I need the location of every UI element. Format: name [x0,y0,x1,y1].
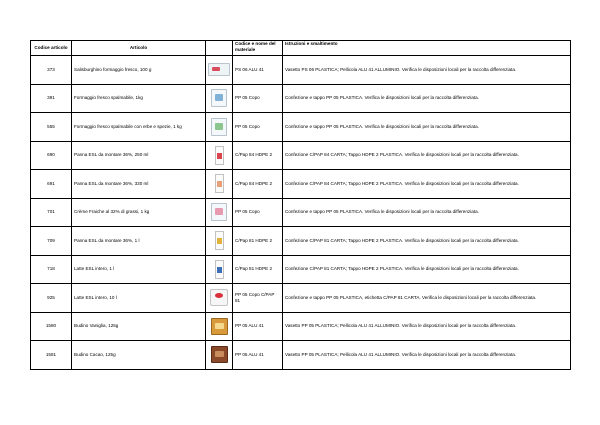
row-code: 555 [31,113,72,142]
row-article: Latte ESL intero, 1 l [72,255,206,284]
row-material: C/Pap 84 HDPE 2 [233,141,283,170]
table-header-row [31,41,571,56]
row-material: PP 05 Copo [233,84,283,113]
header-material: Codice e nome del materiale [233,41,283,56]
row-article: Latte ESL intero, 10 l [72,284,206,313]
pudding-icon [211,346,228,363]
row-material: PS 06 ALU 41 [233,56,283,85]
header-code: Codice articolo [31,41,72,56]
header-instructions: Istruzioni e smaltimento [283,41,571,56]
cup-icon [211,89,227,107]
row-material: PP 05 Copo C/PAP 81 [233,284,283,313]
row-code: 701 [31,198,72,227]
row-instructions: Confezione C/PAP 84 CARTA; Tappo HDPE 2 PLASTICA. Verifica le disposizioni locali per la raccolta differenziata. [283,170,571,199]
row-article: Formaggio fresco spalmabile, 1kg [72,84,206,113]
row-instructions: Confezione e tappo PP 05 PLASTICA. Verifica le disposizioni locali per la raccolta differenziata. [283,84,571,113]
table-row [31,198,571,227]
table-row [31,141,571,170]
carton-icon [215,231,224,250]
row-article: Panna ESL da montare 36%, 330 ml [72,170,206,199]
table-row [31,341,571,370]
row-code: 691 [31,170,72,199]
row-material: C/Pap 81 HDPE 2 [233,227,283,256]
table-row [31,227,571,256]
cup-herbs-icon [211,118,227,136]
table-row [31,284,571,313]
row-material: PP 05 ALU 41 [233,341,283,370]
header-article: Articolo [72,41,206,56]
row-article: Panna ESL da montare 36%, 1 l [72,227,206,256]
table-row [31,84,571,113]
row-article: Budino Vaniglia, 125g [72,312,206,341]
table-row [31,312,571,341]
row-article: Formaggio fresco spalmabile con erbe e spezie, 1 kg [72,113,206,142]
header-image [206,41,233,56]
row-instructions: Vasetto PP 05 PLASTICA; Pellicola ALU 41 ALLUMINIO. Verifica le disposizioni locali per la raccolta differenziata. [283,341,571,370]
row-instructions: Vasetto PP 05 PLASTICA; Pellicola ALU 41 ALLUMINIO. Verifica le disposizioni locali per la raccolta differenziata. [283,312,571,341]
row-instructions: Confezione e tappo PP 05 PLASTICA. Verifica le disposizioni locali per la raccolta differenziata. [283,113,571,142]
table-row [31,113,571,142]
row-instructions: Confezione C/PAP 84 CARTA; Tappo HDPE 2 PLASTICA. Verifica le disposizioni locali per la raccolta differenziata. [283,141,571,170]
table-row [31,255,571,284]
row-instructions: Confezione C/PAP 81 CARTA; Tappo HDPE 2 PLASTICA. Verifica le disposizioni locali per la raccolta differenziata. [283,227,571,256]
row-code: 709 [31,227,72,256]
table-row [31,56,571,85]
row-material: PP 05 Copo [233,113,283,142]
row-code: 925 [31,284,72,313]
row-material: C/Pap 84 HDPE 2 [233,170,283,199]
pudding-icon [211,318,228,335]
row-instructions: Vasetto PS 06 PLASTICA; Pellicola ALU 41 ALLUMINIO. Verifica le disposizioni locali per la raccolta differenziata. [283,56,571,85]
tray-icon [208,63,230,76]
row-article: Panna ESL da montare 36%, 250 ml [72,141,206,170]
bucket-icon [210,289,228,306]
carton-icon [215,174,224,193]
row-code: 690 [31,141,72,170]
row-code: 391 [31,84,72,113]
row-article: Crème Fraiche al 32% di grassi, 1 kg [72,198,206,227]
row-instructions: Confezione e tappo PP 05 PLASTICA, etichetta C/PAP 81 CARTA. Verifica le disposizioni locali per la raccolta differenziata. [283,284,571,313]
row-article: Salisburghino formaggio fresco, 100 g [72,56,206,85]
carton-icon [215,146,224,165]
cup-icon [211,203,227,221]
table-row [31,170,571,199]
row-article: Budino Cacao, 125g [72,341,206,370]
row-instructions: Confezione e tappo PP 05 PLASTICA. Verifica le disposizioni locali per la raccolta differenziata. [283,198,571,227]
row-material: PP 05 ALU 41 [233,312,283,341]
row-code: 718 [31,255,72,284]
row-instructions: Confezione C/PAP 81 CARTA; Tappo HDPE 2 PLASTICA. Verifica le disposizioni locali per la raccolta differenziata. [283,255,571,284]
row-material: PP 05 Copo [233,198,283,227]
row-code: 1580 [31,312,72,341]
carton-icon [215,260,224,279]
row-material: C/Pap 81 HDPE 2 [233,255,283,284]
row-code: 373 [31,56,72,85]
row-code: 1581 [31,341,72,370]
product-disposal-table [30,40,571,370]
